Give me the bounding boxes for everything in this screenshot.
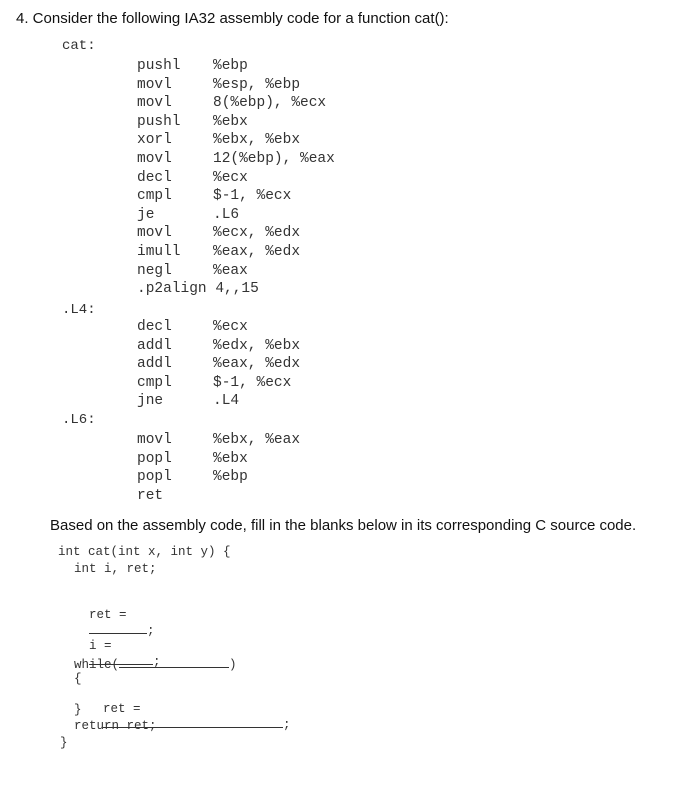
asm-opcode: pushl xyxy=(137,58,181,74)
asm-opcode: negl xyxy=(137,262,172,279)
asm-operands: %ebx xyxy=(213,113,248,130)
asm-instruction xyxy=(137,337,300,356)
asm-opcode: movl xyxy=(137,150,172,167)
asm-operands: %ebx xyxy=(213,450,248,467)
asm-opcode: movl xyxy=(137,95,172,112)
semicolon: ; xyxy=(147,624,155,638)
asm-instruction xyxy=(137,76,335,95)
asm-operands: %eax, %edx xyxy=(213,243,301,260)
asm-block-l4 xyxy=(137,318,300,411)
asm-opcode: decl xyxy=(137,319,172,335)
asm-instruction xyxy=(137,94,335,113)
asm-opcode: imull xyxy=(137,243,181,260)
asm-opcode: je xyxy=(137,206,155,223)
inner-ret-label: ret = xyxy=(103,702,141,716)
asm-opcode: decl xyxy=(137,169,172,186)
asm-operands: %esp, %ebp xyxy=(213,76,301,93)
asm-opcode: movl xyxy=(137,432,172,448)
asm-instruction xyxy=(137,431,300,450)
asm-operands: %ebx, %eax xyxy=(213,432,301,448)
asm-operands: %ebp xyxy=(213,58,248,74)
asm-opcode: addl xyxy=(137,356,172,373)
asm-instruction xyxy=(137,262,335,281)
asm-instruction xyxy=(137,450,300,469)
asm-instruction xyxy=(137,150,335,169)
close-brace: } xyxy=(74,703,82,717)
question-title: 4. Consider the following IA32 assembly code for a function cat(): xyxy=(16,10,449,27)
return-statement: return ret; xyxy=(74,719,157,733)
semicolon: ; xyxy=(153,655,161,669)
asm-instruction xyxy=(137,487,300,506)
asm-instruction xyxy=(137,468,300,487)
asm-instruction xyxy=(137,57,335,76)
i-assign-label: i = xyxy=(89,639,112,653)
asm-opcode: popl xyxy=(137,469,172,486)
asm-instruction xyxy=(137,318,300,337)
asm-opcode: xorl xyxy=(137,132,172,149)
asm-operands: 8(%ebp), %ecx xyxy=(213,95,327,112)
asm-opcode: movl xyxy=(137,76,172,93)
label-l6: .L6: xyxy=(62,412,96,428)
open-brace: { xyxy=(74,672,82,686)
close-paren: ) xyxy=(229,658,237,672)
asm-operands: $-1, %ecx xyxy=(213,188,292,205)
asm-operands: %eax xyxy=(213,262,248,279)
ret-assign-label: ret = xyxy=(89,608,127,622)
c-signature: int cat(int x, int y) { xyxy=(58,545,231,559)
while-condition-blank[interactable] xyxy=(119,656,229,668)
asm-directive: .p2align 4,,15 xyxy=(137,281,259,297)
asm-opcode: pushl xyxy=(137,113,181,130)
asm-instruction xyxy=(137,355,300,374)
asm-operands: %edx, %ebx xyxy=(213,337,301,354)
asm-instruction xyxy=(137,113,335,132)
function-close-brace: } xyxy=(60,736,68,750)
asm-instruction xyxy=(137,392,300,411)
asm-operands: .L4 xyxy=(213,393,240,410)
semicolon: ; xyxy=(283,718,291,732)
asm-opcode: movl xyxy=(137,225,172,242)
asm-operands: 12(%ebp), %eax xyxy=(213,150,335,167)
asm-instruction xyxy=(137,224,335,243)
asm-block-l6 xyxy=(137,431,300,505)
asm-operands: %ecx xyxy=(213,169,248,186)
asm-opcode: jne xyxy=(137,393,164,410)
asm-block-cat xyxy=(137,57,335,280)
asm-operands: %ecx, %edx xyxy=(213,225,301,242)
while-line xyxy=(74,656,237,672)
asm-opcode: ret xyxy=(137,487,164,504)
asm-opcode: cmpl xyxy=(137,188,172,205)
asm-opcode: addl xyxy=(137,337,172,354)
while-keyword: while( xyxy=(74,658,120,672)
asm-operands: $-1, %ecx xyxy=(213,374,292,391)
asm-opcode: cmpl xyxy=(137,374,172,391)
asm-instruction xyxy=(137,243,335,262)
asm-instruction xyxy=(137,374,300,393)
asm-instruction xyxy=(137,131,335,150)
asm-opcode: popl xyxy=(137,450,172,467)
asm-operands: %eax, %edx xyxy=(213,356,301,373)
asm-operands: .L6 xyxy=(213,206,240,223)
asm-instruction xyxy=(137,206,335,225)
asm-instruction xyxy=(137,169,335,188)
label-cat: cat: xyxy=(62,38,96,54)
asm-instruction xyxy=(137,187,335,206)
label-l4: .L4: xyxy=(62,302,96,318)
asm-operands: %ebp xyxy=(213,469,248,486)
instructions: Based on the assembly code, fill in the blanks below in its corresponding C source code. xyxy=(50,517,637,534)
asm-operands: %ecx xyxy=(213,319,248,335)
c-declaration: int i, ret; xyxy=(74,562,157,576)
asm-operands: %ebx, %ebx xyxy=(213,132,301,149)
